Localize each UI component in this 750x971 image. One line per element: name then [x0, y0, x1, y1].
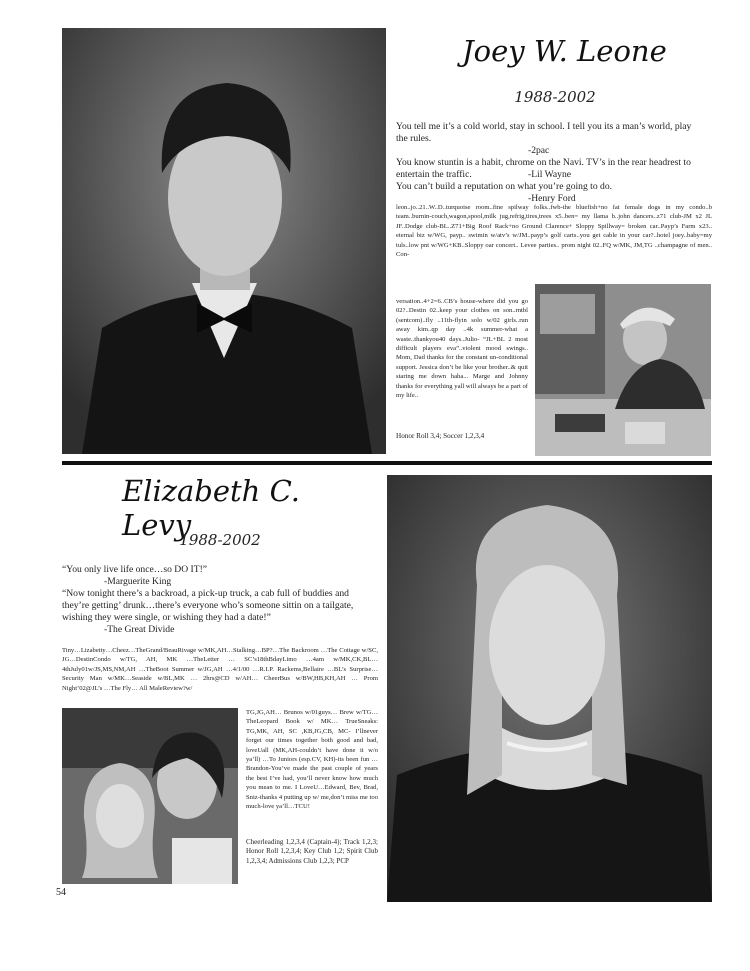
- candid-photo-joey: [535, 284, 711, 456]
- senior-message: leon..jo..21..W..D..turquoise room..fine spilway folks..fwb-the bluefish+no fat female dogs in my condo..b team..burnin-couch,wagon,spool,milk jug,refrig,tires,trees x5..ben= my llama b..john dancers..z71 club-JM x2 JL JF..Dodge club-BL..Z71+Big Roof Rack+no Ground Clarence+ Sloppy Spillway= broken car..Payp’s Farm x23.. eternal biz w/WG, payp.. swimin w/atv’s w/JM..payp’s golf carts..you get cable in your car?..hotel joey..baby=my tuls..low pnt w/WG+KB..Sloppy oar concert.. Levee parties.. prom night 02..FQ w/MK, JM,TG ..champagne of men.. Con-: [396, 204, 712, 259]
- quote-attribution: -2pac: [528, 145, 550, 156]
- quote-line: You can’t build a reputation on what you’re going to do.: [396, 181, 613, 192]
- quote-attribution: -Lil Wayne: [528, 169, 572, 180]
- quote-attribution: -The Great Divide: [104, 624, 175, 635]
- quote-line: they’re getting’ drunk…there’s everyone who’s someone sittin on a tailgate,: [62, 600, 354, 611]
- student-name: Elizabeth C. Levy: [122, 474, 300, 542]
- quote-line: the rules.: [396, 133, 432, 144]
- senior-message-continued: TG,JG,AH… Brunos w/01guys… Brew w/TG…TheLeopard Book w/ MK… TrueSneaks: TG,MK, AH, SC ,KB,JG,CB, MC- I’llnever forget our times together both good and bad, loveUall (MK,AH-couldn’t have done it w/o ya’ll) …To Juniors (esp.CV, KH)-its been fun … Brandon-You’ve made the past couple of years the best I’ve had, you’ll never know how much you mean to me. I LoveU…Edward, Bev, Brad, Sniz-thanks 4 putting up w/ me,don’t miss me too much-love ya’ll…TCU!: [246, 709, 378, 811]
- quote-line: You tell me it’s a cold world, stay in school. I tell you its a man’s world, play: [396, 121, 692, 132]
- quote-line: “You only live life once…so DO IT!”: [62, 564, 208, 575]
- quote-attribution: -Henry Ford: [528, 193, 576, 204]
- class-years: 1988-2002: [179, 531, 261, 549]
- class-years: 1988-2002: [514, 88, 596, 106]
- activities: Honor Roll 3,4; Soccer 1,2,3,4: [396, 432, 485, 440]
- section-divider: [62, 461, 712, 465]
- quote-attribution: -Marguerite King: [104, 576, 172, 587]
- page-number: 54: [56, 887, 66, 898]
- portrait-photo-elizabeth: [387, 475, 712, 902]
- quote-line: You know stuntin is a habit, chrome on the Navi. TV’s in the rear headrest to: [396, 157, 691, 168]
- senior-quote: [62, 564, 382, 636]
- quote-line: wishing they were single, or wishing they had a date!”: [62, 612, 271, 623]
- candid-photo-elizabeth: [62, 708, 238, 884]
- senior-quote: [396, 121, 716, 205]
- activities: Cheerleading 1,2,3,4 (Captain-4); Track 1,2,3; Honor Roll 1,2,3,4; Key Club 1,2; Spirit Club 1,2,3,4; Admissions Club 1,2,3; PCP: [246, 838, 378, 865]
- quote-line: “Now tonight there’s a backroad, a pick-up truck, a cab full of buddies and: [62, 588, 349, 599]
- quote-line: entertain the traffic.: [396, 169, 472, 180]
- senior-message-continued: versation..4+2=6..CB’s house-where did you go 02?..Destin 02..keep your clothes on son..rntbl (sentcom)..fly ..11th-flyin solo w/02 girls..run away kim..qp day ..4k summer-what a waste..thankyou40 days..Julio- “JL+BL 2 most difficult players eva”..violent mood swings.. Mom, Dad thanks for the constant un-conditional support. Jessica don’t be like your brother..& quit staring me down haha... Marge and Johnny thanks for everything yall will always be a part of my life..: [396, 298, 528, 400]
- senior-message: Tiny…Lizabetty…Cheez…TheGrand/BeauRivage w/MK,AH…Stalking…BP?…The Backroom …The Cottage w/SC, JG…DestinCondo w/TG, AH, MK …TheLetter … SC’s18thBdayLimo …4am w/MK,CK,BL… 4thJuly01w/JS,MS,NM,AH …TheBoot Summer w/JG,AH …4/1/00 …R.I.P. Rackems,Bellaire …BL’s Surprise… Security Man w/MK…Seaside w/BL,MK … 2hrs@CD w/AH… CheerBus w/BW,HB,KH,AH … Prom Night’02@JL’s …The Fly… All MaleReview?w/: [62, 647, 378, 692]
- portrait-photo-joey: [62, 28, 386, 454]
- student-name: Joey W. Leone: [462, 34, 667, 68]
